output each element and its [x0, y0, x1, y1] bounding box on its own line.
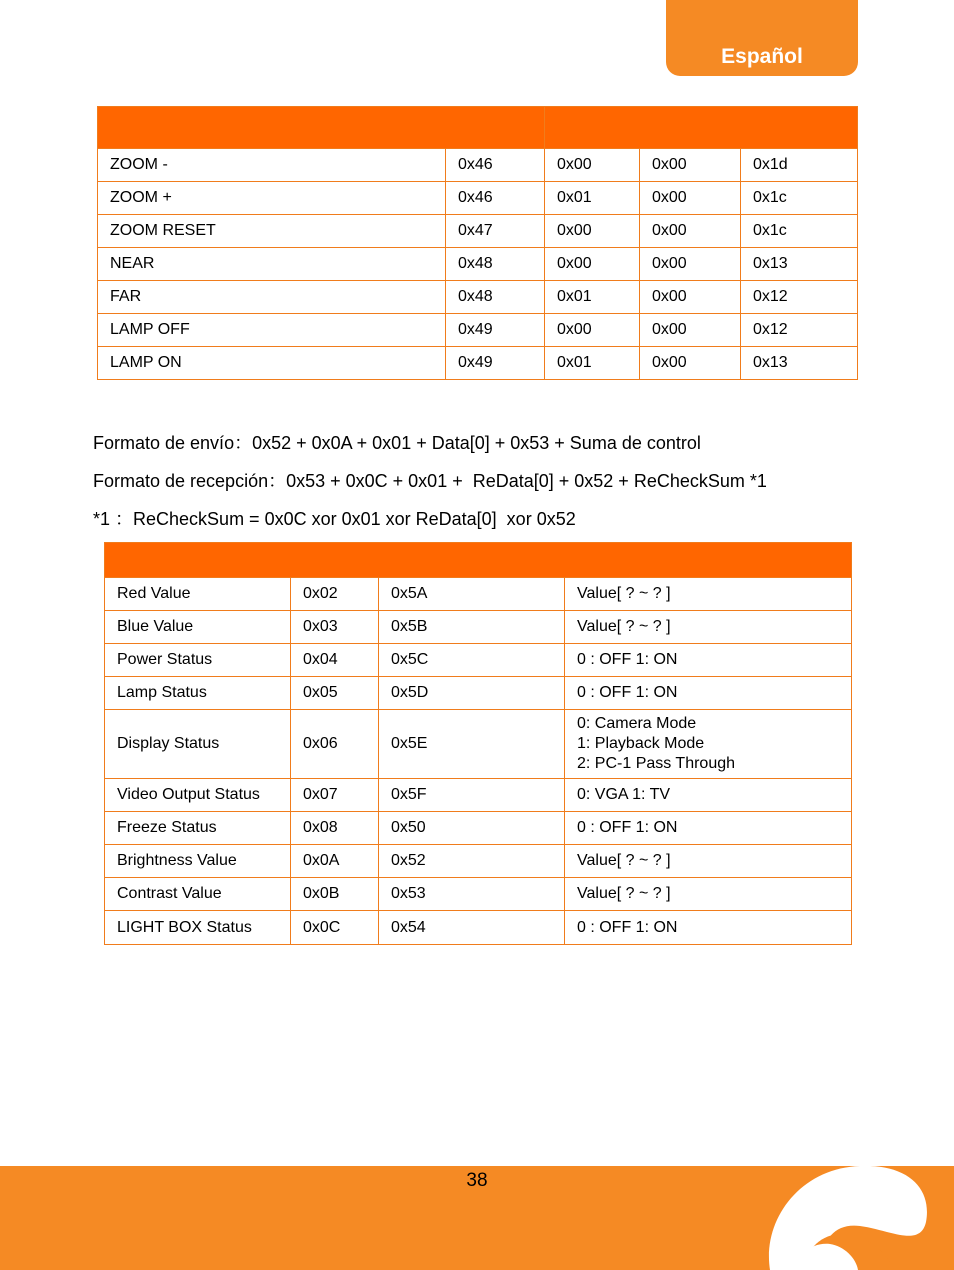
status-table — [104, 542, 852, 945]
language-tab — [666, 0, 858, 76]
table-row: Freeze Status 0x08 0x50 0 : OFF 1: ON — [105, 812, 852, 845]
table-row: Blue Value 0x03 0x5B Value[ ? ~ ? ] — [105, 611, 852, 644]
checksum-note-text: *1 ：ReCheckSum = 0x0C xor 0x01 xor ReData[0] xor 0x52 — [93, 509, 576, 529]
table-row: LIGHT BOX Status 0x0C 0x54 0 : OFF 1: ON — [105, 911, 852, 945]
table-row: FAR 0x48 0x01 0x00 0x12 — [98, 281, 858, 314]
table-row: ZOOM + 0x46 0x01 0x00 0x1c — [98, 182, 858, 215]
send-format-text: Formato de envío：0x52 + 0x0A + 0x01 + Data[0] + 0x53 + Suma de control — [93, 433, 701, 453]
table-row: Power Status 0x04 0x5C 0 : OFF 1: ON — [105, 644, 852, 677]
table-row: ZOOM RESET 0x47 0x00 0x00 0x1c — [98, 215, 858, 248]
table-row: Contrast Value 0x0B 0x53 Value[ ? ~ ? ] — [105, 878, 852, 911]
page-number: 38 — [466, 1170, 488, 1191]
receive-format-text: Formato de recepción：0x53 + 0x0C + 0x01 + ReData[0] + 0x52 + ReCheckSum *1 — [93, 471, 767, 491]
table-row: Video Output Status 0x07 0x5F 0: VGA 1: TV — [105, 779, 852, 812]
table-row: ZOOM - 0x46 0x00 0x00 0x1d — [98, 149, 858, 182]
language-tab-label: Español — [721, 45, 803, 68]
table-row: Red Value 0x02 0x5A Value[ ? ~ ? ] — [105, 578, 852, 611]
command-table-1 — [97, 106, 858, 380]
brand-logo-icon — [760, 1160, 954, 1270]
table-row: LAMP ON 0x49 0x01 0x00 0x13 — [98, 347, 858, 380]
table-row: Lamp Status 0x05 0x5D 0 : OFF 1: ON — [105, 677, 852, 710]
table-row: Display Status 0x06 0x5E 0: Camera Mode 1: Playback Mode 2: PC-1 Pass Through — [105, 710, 852, 779]
table-header — [105, 543, 852, 578]
table-row: NEAR 0x48 0x00 0x00 0x13 — [98, 248, 858, 281]
table-row: LAMP OFF 0x49 0x00 0x00 0x12 — [98, 314, 858, 347]
table-row: Brightness Value 0x0A 0x52 Value[ ? ~ ? ] — [105, 845, 852, 878]
table-header — [98, 107, 858, 149]
